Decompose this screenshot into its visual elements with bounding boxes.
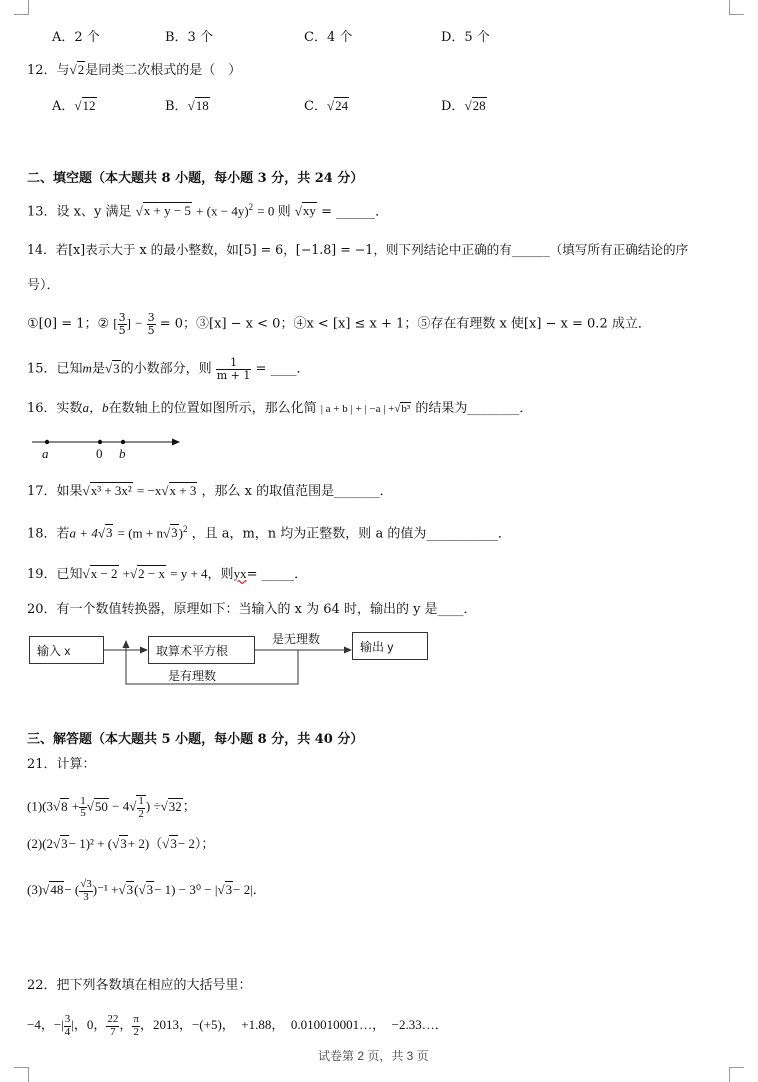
number-line-arrow	[172, 439, 180, 446]
section-2-heading: 二、填空题（本大题共 8 小题，每小题 3 分，共 24 分）	[27, 171, 364, 186]
flowchart-irrational-label: 是无理数	[272, 632, 321, 646]
q21-part-1: (1)(3√8 + $\frac{1}{5}$ √50 − 4√ $\frac{1}{2}$ ) ÷√32；	[27, 794, 196, 820]
q21-part-3: (3)√48− ( $\frac{√3}{3}$ )⁻¹ +√3(√3− 1) − 3⁰ − |√3− 2|．	[27, 878, 266, 903]
q13-stem: 13．设 x、y 满足 $√x + y - 5 + (x - 4y)^2 = 0$ 则 √xy = ______．	[27, 202, 389, 220]
flowchart-output-box: 输出 y	[352, 632, 428, 660]
q16-stem: 16．实数a，b在数轴上的位置如图所示，那么化简 | a + b | + | −a | +√b³ 的结果为________．	[27, 400, 533, 416]
q12-option-a: A．√12	[52, 98, 96, 114]
point-a-label: a	[42, 446, 49, 461]
q20-stem: 20．有一个数值转换器，原理如下：当输入的 x 为 64 时，输出的 y 是____．	[27, 602, 477, 617]
q17-stem: 17．如果√x³ + 3x² = −x√x + 3 ，那么 x 的取值范围是_______．	[27, 483, 393, 499]
q21-title: 21．计算：	[27, 757, 96, 772]
flowchart-rational-label: 是有理数	[168, 669, 217, 683]
flowchart-input-box: 输入 x	[29, 636, 104, 664]
q12-stem: 12．与√2是同类二次根式的是（ ）	[27, 62, 242, 78]
section-3-heading: 三、解答题（本大题共 5 小题，每小题 8 分，共 40 分）	[27, 732, 364, 747]
page-footer: 试卷第 2 页，共 3 页	[318, 1049, 429, 1063]
flowchart-sqrt-box: 取算术平方根	[148, 636, 255, 664]
q12-option-b: B．√18	[165, 98, 209, 114]
number-line	[32, 439, 180, 446]
q22-title: 22．把下列各数填在相应的大括号里：	[27, 978, 252, 993]
q11-option-c: C．4 个	[304, 30, 353, 45]
q14-choices: ①[0] = 1；② [ $\frac{3}{5}$ ] − $\frac{3}{5}$ = 0；③[x] − x < 0；④x < [x] ≤ x + 1；⑤存在有理数 x 使[x] − x = 0.2 成立．	[27, 311, 651, 337]
q21-part-2: (2)(2√3− 1)² + (√3+ 2)（√3− 2）；	[27, 836, 215, 851]
q11-option-b: B．3 个	[165, 30, 213, 45]
q22-numbers: −4，−| $\frac{3}{4}$ |，0， $\frac{22}{7}$ ， $\frac{\pi}{2}$ ，2013，−(+5)， +1.88， 0.010010001…， −2.33…．	[27, 1013, 448, 1038]
q12-option-d: D．√28	[441, 98, 486, 114]
q18-stem: 18．若$a + 4√3 = (m + n√3)^2$ ，且 a，m，n 均为正整数，则 a 的值为___________．	[27, 524, 511, 542]
point-zero-marker	[98, 440, 102, 444]
q15-stem: 15．已知m是√3的小数部分，则 $\frac{1}{m + 1}$ = ____．	[27, 356, 310, 382]
point-a-marker	[45, 440, 49, 444]
q11-option-a: A．2 个	[52, 30, 100, 45]
q14-line-2: 号）．	[27, 278, 60, 293]
point-zero-label: 0	[96, 446, 103, 461]
point-b-marker	[121, 440, 125, 444]
point-b-label: b	[119, 446, 126, 461]
q11-option-d: D．5 个	[441, 30, 490, 45]
q14-line-1: 14．若[x]表示大于 x 的最小整数，如[5] = 6，[−1.8] = −1，则下列结论中正确的有______（填写所有正确结论的序	[27, 242, 689, 257]
q12-option-c: C．√24	[304, 98, 349, 114]
q19-stem: 19．已知√x − 2 +√2 − x = y + 4，则yx= _____．	[27, 566, 308, 582]
